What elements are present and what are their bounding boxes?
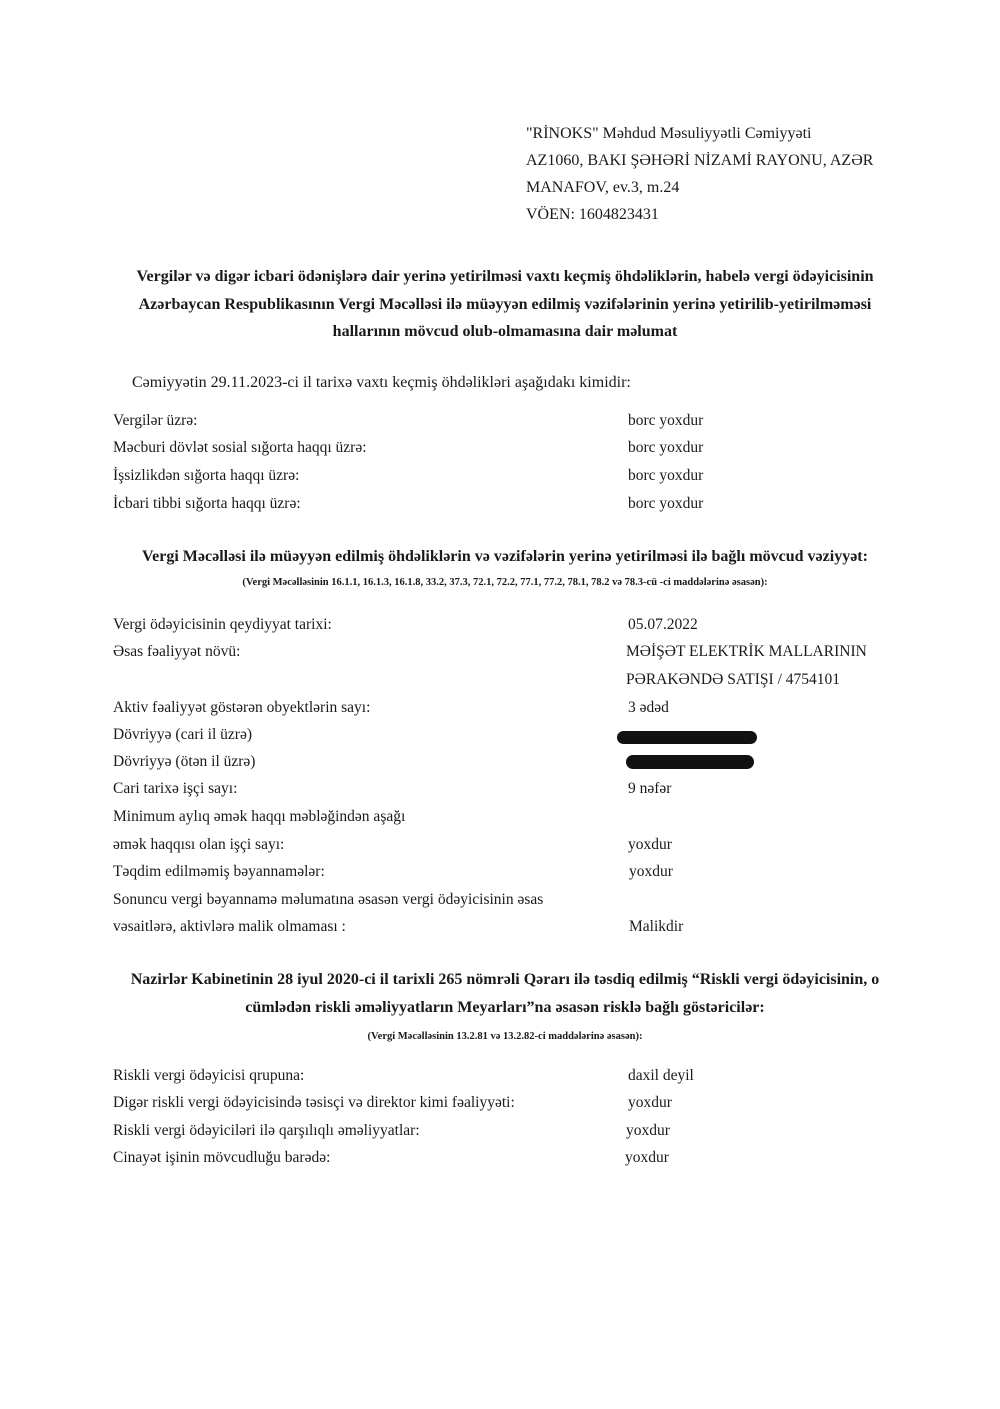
risk-heading-line-2: cümlədən riskli əməliyyatların Meyarları”na əsasən risklə bağlı göstəricilər:	[245, 998, 765, 1016]
obligation-value: borc yoxdur	[628, 412, 704, 429]
company-name: "RİNOKS" Məhdud Məsuliyyətli Cəmiyyəti	[526, 125, 812, 142]
risk-section-note: (Vergi Məcəlləsinin 13.2.81 və 13.2.82-ci maddələrinə əsasən):	[367, 1031, 643, 1042]
employees-label: Cari tarixə işçi sayı:	[113, 780, 238, 797]
active-objects-value: 3 ədəd	[628, 699, 669, 716]
main-activity-value-line-2: PƏRAKƏNDƏ SATIŞI / 4754101	[626, 671, 841, 688]
assets-label-line-2: vəsaitlərə, aktivlərə malik olmaması :	[113, 918, 346, 935]
obligation-label: Məcburi dövlət sosial sığorta haqqı üzrə:	[113, 439, 367, 456]
active-objects-label: Aktiv fəaliyyət göstərən obyektlərin sayı:	[113, 699, 371, 716]
risk-label: Digər riskli vergi ödəyicisində təsisçi və direktor kimi fəaliyyəti:	[113, 1094, 515, 1111]
obligations-intro: Cəmiyyətin 29.11.2023-ci il tarixə vaxtı keçmiş öhdəlikləri aşağıdakı kimidir:	[132, 374, 631, 391]
obligation-value: borc yoxdur	[628, 495, 704, 512]
title-line-2: Azərbaycan Respublikasının Vergi Məcəlləsi ilə müəyyən edilmiş vəzifələrinin yerinə yetirilib-yetirilməməsi	[138, 295, 872, 313]
redacted-turnover-previous	[626, 755, 754, 769]
registration-date-label: Vergi ödəyicisinin qeydiyyat tarixi:	[113, 616, 332, 633]
risk-section-heading	[80, 966, 930, 1021]
document-title	[80, 263, 930, 346]
main-activity-value-line-1: MƏİŞƏT ELEKTRİK MALLARININ	[626, 643, 867, 660]
obligation-value: borc yoxdur	[628, 439, 704, 456]
risk-value: yoxdur	[625, 1149, 669, 1166]
declarations-value: yoxdur	[629, 863, 673, 880]
registration-date-value: 05.07.2022	[628, 616, 698, 633]
min-wage-label-line-1: Minimum aylıq əmək haqqı məbləğindən aşağı	[113, 808, 406, 825]
company-voen: VÖEN: 1604823431	[526, 206, 659, 223]
obligation-value: borc yoxdur	[628, 467, 704, 484]
turnover-previous-label: Dövriyyə (ötən il üzrə)	[113, 753, 256, 770]
title-line-3: hallarının mövcud olub-olmamasına dair məlumat	[332, 323, 678, 340]
company-address-block	[526, 120, 873, 228]
risk-label: Riskli vergi ödəyicisi qrupuna:	[113, 1067, 305, 1084]
employees-value: 9 nəfər	[628, 780, 672, 797]
status-section-note: (Vergi Məcəlləsinin 16.1.1, 16.1.3, 16.1.8, 33.2, 37.3, 72.1, 72.2, 77.1, 77.2, 78.1, 78.2 və 78.3-cü -ci maddələrinə əsasən):	[242, 577, 768, 588]
obligation-label: İşsizlikdən sığorta haqqı üzrə:	[113, 467, 300, 484]
main-activity-label: Əsas fəaliyyət növü:	[113, 643, 241, 660]
status-section-heading: Vergi Məcəlləsi ilə müəyyən edilmiş öhdəliklərin və vəzifələrin yerinə yetirilməsi ilə bağlı mövcud vəziyyət:	[142, 548, 868, 565]
assets-label-line-1: Sonuncu vergi bəyannamə məlumatına əsasən vergi ödəyicisinin əsas	[113, 891, 544, 908]
title-line-1: Vergilər və digər icbari ödənişlərə dair yerinə yetirilməsi vaxtı keçmiş öhdəliklərin, habelə vergi ödəyicisinin	[136, 268, 874, 285]
obligation-label: İcbari tibbi sığorta haqqı üzrə:	[113, 495, 301, 512]
min-wage-value: yoxdur	[628, 836, 672, 853]
risk-label: Cinayət işinin mövcudluğu barədə:	[113, 1149, 331, 1166]
turnover-current-label: Dövriyyə (cari il üzrə)	[113, 726, 253, 743]
risk-value: yoxdur	[626, 1122, 670, 1139]
risk-heading-line-1: Nazirlər Kabinetinin 28 iyul 2020-ci il tarixli 265 nömrəli Qərarı ilə təsdiq edilmiş “Riskli vergi ödəyicisinin, o	[130, 971, 880, 988]
company-address-line-2: MANAFOV, ev.3, m.24	[526, 179, 680, 196]
min-wage-label-line-2: əmək haqqısı olan işçi sayı:	[113, 836, 285, 853]
obligation-label: Vergilər üzrə:	[113, 412, 198, 429]
risk-label: Riskli vergi ödəyiciləri ilə qarşılıqlı əməliyyatlar:	[113, 1122, 420, 1139]
assets-value: Malikdir	[629, 918, 684, 935]
redacted-turnover-current	[617, 731, 757, 744]
risk-value: daxil deyil	[628, 1067, 694, 1084]
company-address-line-1: AZ1060, BAKI ŞƏHƏRİ NİZAMİ RAYONU, AZƏR	[526, 152, 874, 169]
declarations-label: Təqdim edilməmiş bəyannamələr:	[113, 863, 325, 880]
risk-value: yoxdur	[628, 1094, 672, 1111]
